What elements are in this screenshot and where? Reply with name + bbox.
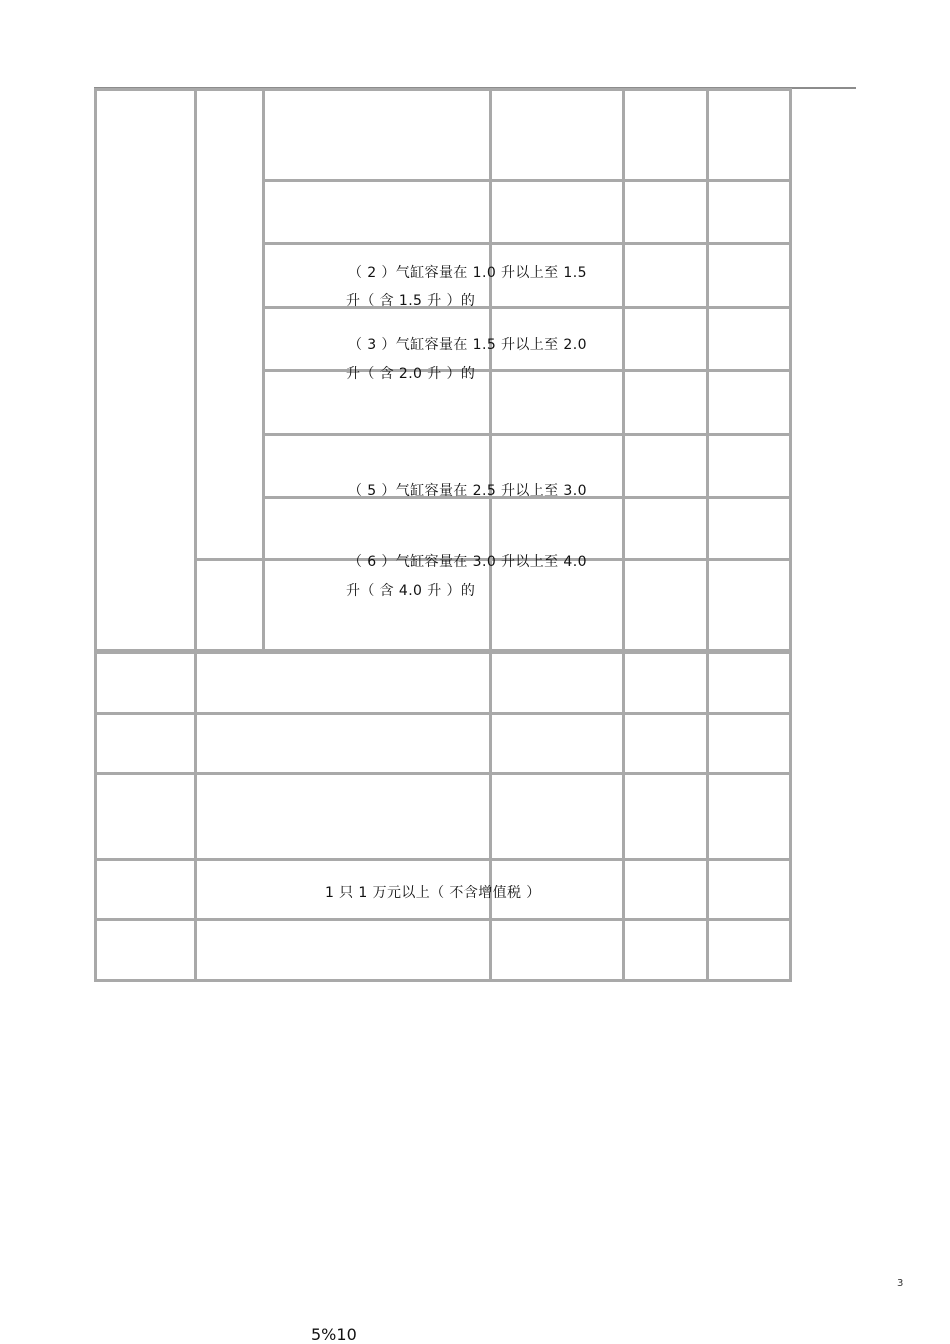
table-column-line xyxy=(489,89,492,982)
table-row-line xyxy=(94,918,792,921)
cell-cylinder-capacity-5: （ 5 ）气缸容量在 2.5 升以上至 3.0 xyxy=(348,483,587,499)
table-row-line xyxy=(262,242,792,245)
table-row-line xyxy=(94,712,792,715)
table-column-line xyxy=(622,89,625,982)
table-column-line xyxy=(706,89,709,982)
page-number: 3 xyxy=(897,1278,904,1289)
table-row-line xyxy=(94,858,792,861)
cell-cylinder-capacity-2-cont: 升（ 含 1.5 升 ）的 xyxy=(346,293,476,309)
cell-cylinder-capacity-3-cont: 升（ 含 2.0 升 ）的 xyxy=(346,366,476,382)
table-border-left xyxy=(94,89,97,982)
table-block-separator xyxy=(94,649,792,654)
table-row-line xyxy=(262,306,792,309)
table-column-line xyxy=(194,89,197,982)
table-row-line xyxy=(262,369,792,372)
footer-text: 5%10 xyxy=(311,1325,357,1344)
table-row-line xyxy=(94,88,792,91)
table-row-line xyxy=(262,433,792,436)
cell-cylinder-capacity-6: （ 6 ）气缸容量在 3.0 升以上至 4.0 xyxy=(348,554,587,570)
cell-cylinder-capacity-2: （ 2 ）气缸容量在 1.0 升以上至 1.5 xyxy=(348,265,587,281)
cell-cylinder-capacity-3: （ 3 ）气缸容量在 1.5 升以上至 2.0 xyxy=(348,337,587,353)
cell-cylinder-capacity-6-cont: 升（ 含 4.0 升 ）的 xyxy=(346,583,476,599)
table-row-line xyxy=(94,772,792,775)
cell-watch-price: 1 只 1 万元以上（ 不含增值税 ） xyxy=(325,885,541,901)
table-row-line xyxy=(262,179,792,182)
table-border-right xyxy=(789,89,792,982)
table-border-bottom xyxy=(94,979,792,982)
